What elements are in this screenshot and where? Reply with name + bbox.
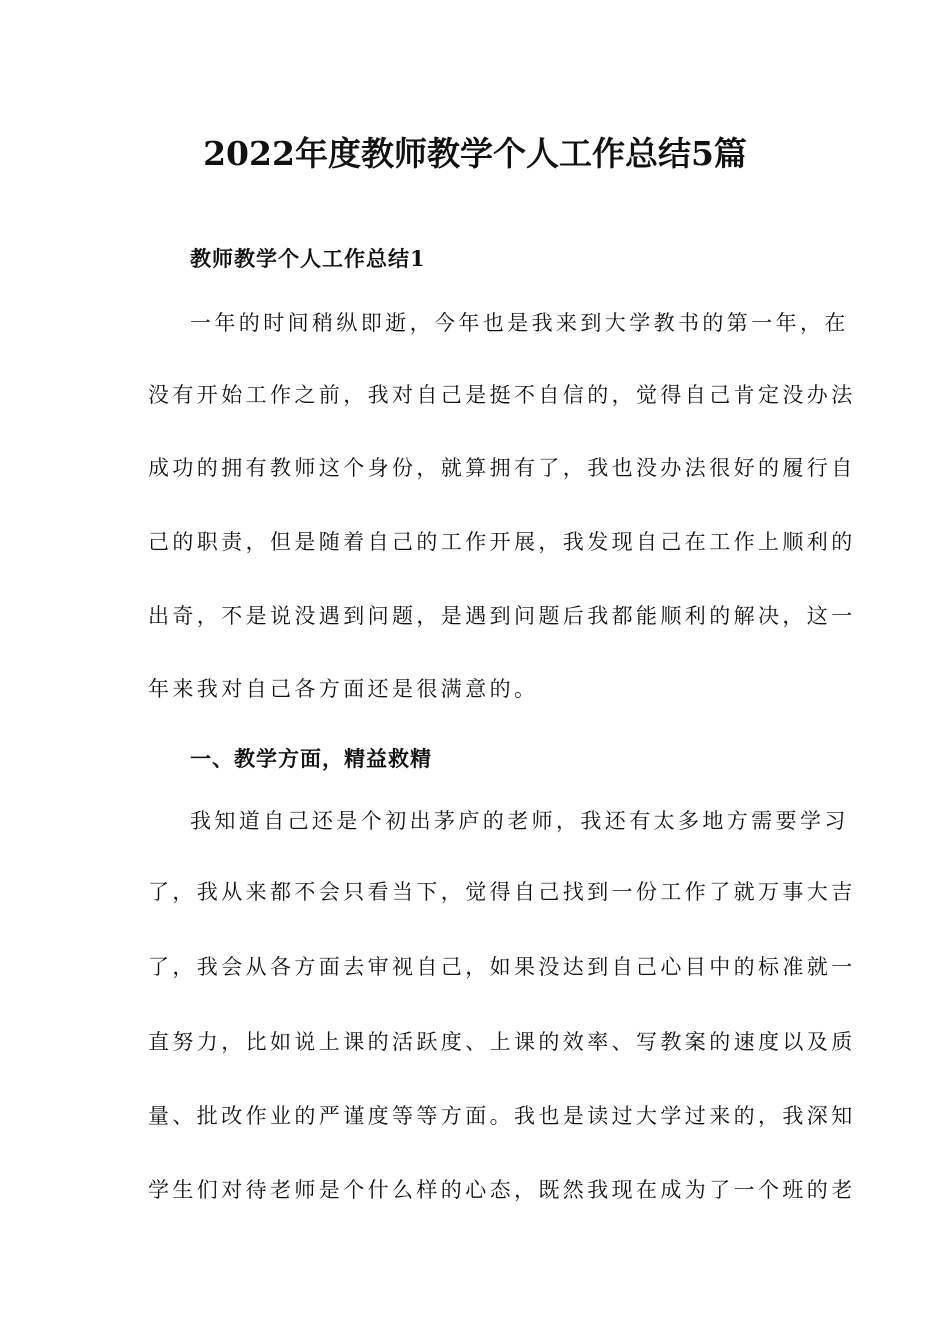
document-title: 2022年度教师教学个人工作总结5篇	[203, 134, 747, 173]
paragraph-line: 直努力，比如说上课的活跃度、上课的效率、写教案的速度以及质	[148, 1030, 856, 1054]
subheading: 一、教学方面，精益救精	[190, 746, 432, 771]
paragraph-line: 成功的拥有教师这个身份，就算拥有了，我也没办法很好的履行自	[148, 456, 856, 480]
paragraph-line: 没有开始工作之前，我对自己是挺不自信的，觉得自己肯定没办法	[148, 383, 856, 407]
paragraph-line: 量、批改作业的严谨度等等方面。我也是读过大学过来的，我深知	[148, 1104, 856, 1128]
paragraph-line: 了，我从来都不会只看当下，觉得自己找到一份工作了就万事大吉	[148, 880, 856, 904]
paragraph-line: 己的职责，但是随着自己的工作开展，我发现自己在工作上顺利的	[148, 530, 856, 554]
paragraph-line: 了，我会从各方面去审视自己，如果没达到自己心目中的标准就一	[148, 955, 856, 979]
paragraph-line: 年来我对自己各方面还是很满意的。	[148, 677, 539, 701]
section-heading: 教师教学个人工作总结1	[190, 246, 426, 271]
paragraph-line: 一年的时间稍纵即逝，今年也是我来到大学教书的第一年，在	[190, 311, 849, 335]
paragraph-line: 出奇，不是说没遇到问题，是遇到问题后我都能顺利的解决，这一	[148, 604, 856, 628]
paragraph-line: 我知道自己还是个初出茅庐的老师，我还有太多地方需要学习	[190, 809, 849, 833]
paragraph-line: 学生们对待老师是个什么样的心态，既然我现在成为了一个班的老	[148, 1178, 856, 1202]
